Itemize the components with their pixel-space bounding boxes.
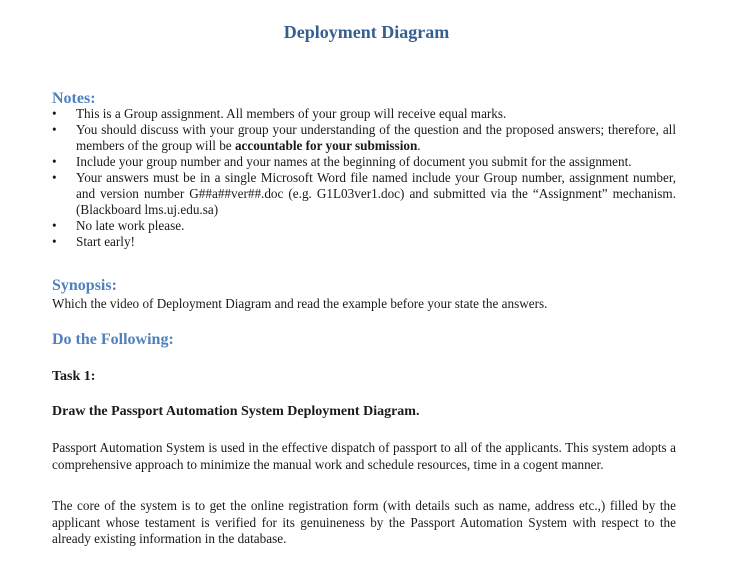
synopsis-heading: Synopsis:: [52, 277, 117, 294]
task-label: Task 1:: [52, 369, 96, 384]
task-paragraph-2: The core of the system is to get the online registration form (with details such as name, address etc.,) filled by the applicant whose testament is verified for its genuineness by the Passport Automation System with respect to the already existing information in the database.: [52, 498, 676, 546]
page-title: Deployment Diagram: [283, 22, 450, 42]
notes-list: [52, 106, 676, 250]
task-title: Draw the Passport Automation System Deployment Diagram.: [52, 404, 420, 419]
list-item: • This is a Group assignment. All members of your group will receive equal marks.: [52, 106, 676, 122]
list-item: • No late work please.: [52, 218, 676, 234]
list-item: • Your answers must be in a single Microsoft Word file named include your Group number, assignment number, and version number G##a##ver##.doc (e.g. G1L03ver1.doc) and submitted via the “Assignment” mechanism. (Blackboard lms.uj.edu.sa): [52, 170, 676, 218]
synopsis-text: Which the video of Deployment Diagram and read the example before your state the answers.: [52, 296, 548, 311]
list-item: • Start early!: [52, 234, 676, 250]
notes-heading: Notes:: [52, 90, 96, 107]
do-following-heading: Do the Following:: [52, 331, 174, 348]
emphasis-text: accountable for your submission: [234, 138, 418, 153]
task-paragraph-1: Passport Automation System is used in the effective dispatch of passport to all of the applicants. This system adopts a comprehensive approach to minimize the manual work and schedule resources, time in a cogent manner.: [52, 440, 676, 472]
list-item: • You should discuss with your group your understanding of the question and the proposed answers; therefore, all members of the group will be accountable for your submission.: [52, 122, 676, 154]
list-item: • Include your group number and your names at the beginning of document you submit for the assignment.: [52, 154, 676, 170]
